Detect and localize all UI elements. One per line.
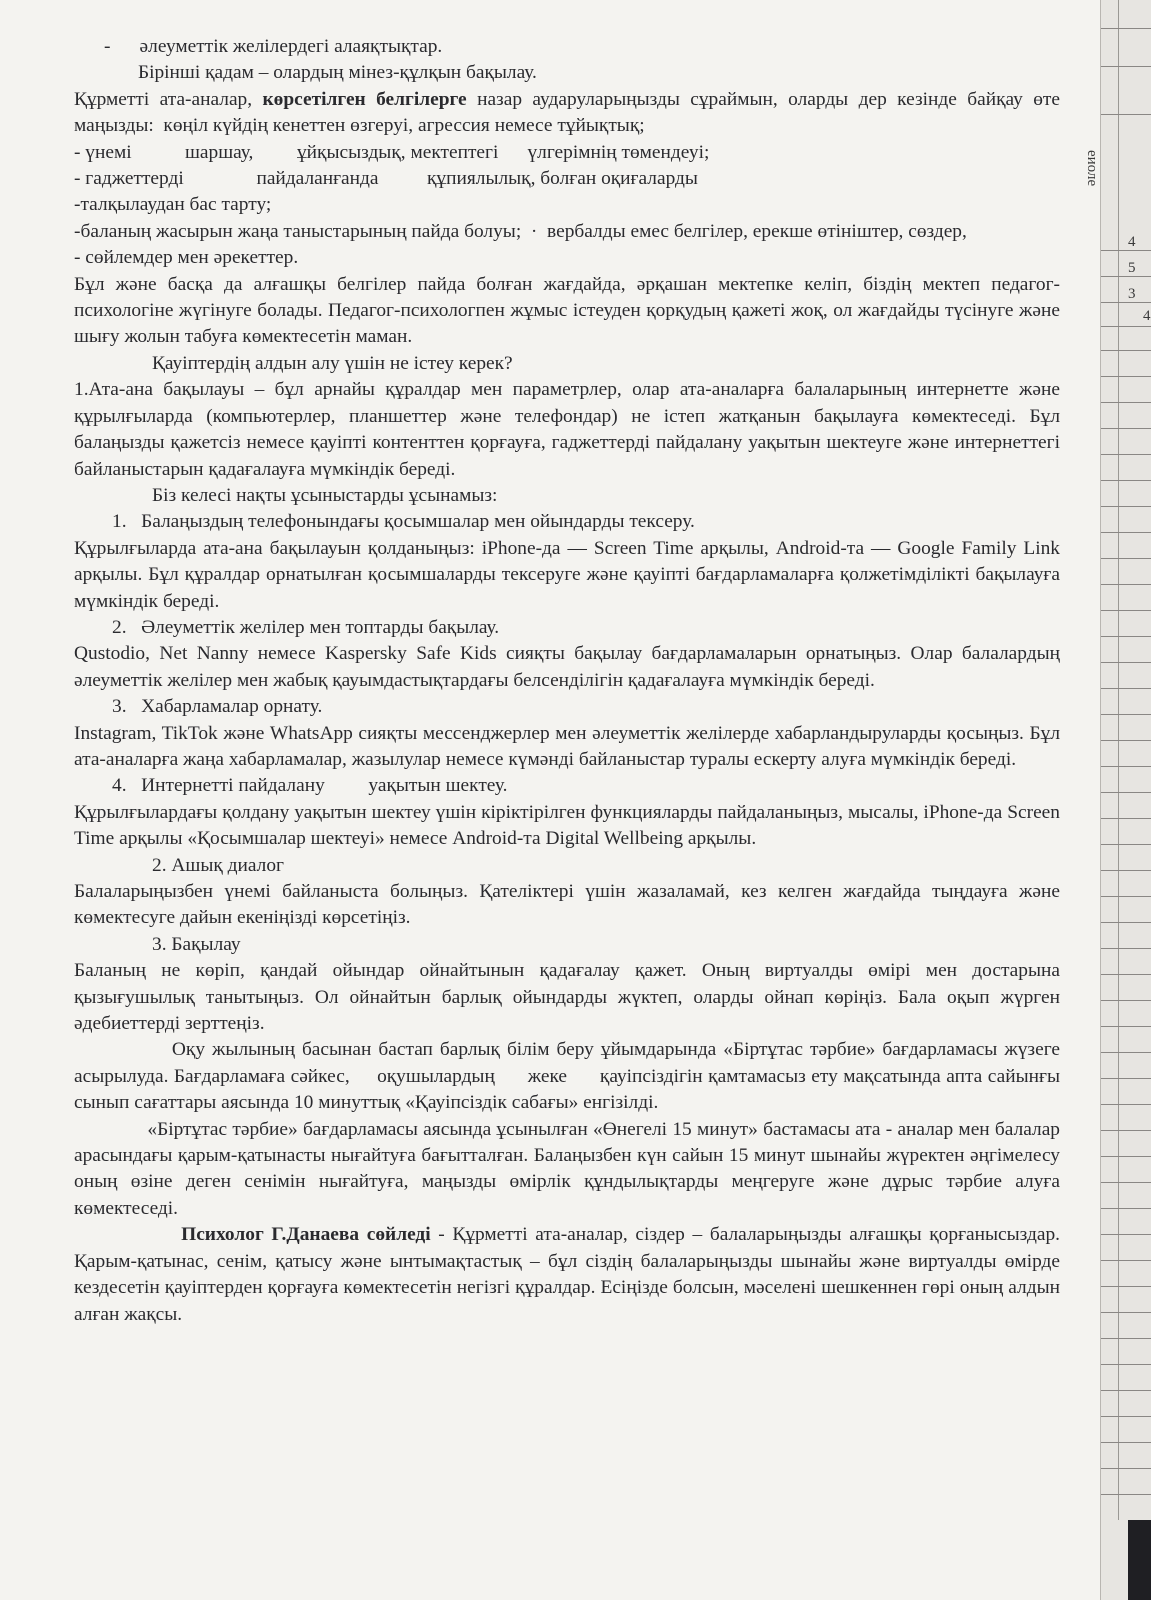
- text-line: 3. Бақылау: [152, 933, 241, 955]
- text-line: Құрылғыларда ата-ана бақылауын қолданыңыз: iPhone-да — Screen Time арқылы, Android-та — Google Family Link арқылы. Бұл құралдар орнатылған қосымшаларды тексеруге және қауіпті бағдарламаларға қолжетімділікті бақылауға мүмкіндік береді.: [74, 537, 1065, 612]
- underlying-rule-line: [1101, 1182, 1151, 1183]
- underlying-rule-line: [1101, 610, 1151, 611]
- bold-phrase: Психолог Г.Данаева сөйледі: [181, 1224, 431, 1246]
- underlying-rule-line: [1101, 1494, 1151, 1495]
- underlying-number: 4: [1143, 308, 1151, 324]
- underlying-rule-line: [1101, 428, 1151, 429]
- underlying-rule-line: [1101, 974, 1151, 975]
- underlying-rule-line: [1101, 480, 1151, 481]
- dark-background-corner: [1128, 1520, 1151, 1600]
- text-line: - үнемі шаршау, ұйқысыздық, мектептегі үлгерімнің төмендеуі;: [74, 141, 710, 163]
- text-line: 1. Балаңыздың телефонындағы қосымшалар мен ойындарды тексеру.: [112, 511, 695, 533]
- underlying-rule-line: [1101, 326, 1151, 327]
- underlying-rule-line: [1101, 662, 1151, 663]
- text-line: 2. Әлеуметтік желілер мен топтарды бақылау.: [112, 616, 500, 638]
- underlying-rule-line: [1101, 1208, 1151, 1209]
- underlying-rule-line: [1101, 66, 1151, 67]
- text-line: 2. Ашық диалог: [152, 854, 284, 876]
- underlying-rule-line: [1101, 1104, 1151, 1105]
- underlying-rule-line: [1101, 844, 1151, 845]
- text-line: Qustodio, Net Nanny немесе Kaspersky Safe Kids сияқты бақылау бағдарламаларын орнатыңыз. Олар балалардың әлеуметтік желілер мен жабық қауымдастықтардағы белсенділігін қадағалауға мүмкіндік береді.: [74, 643, 1065, 691]
- text-line: 4. Интернетті пайдалану уақытын шектеу.: [112, 775, 508, 797]
- underlying-rule-line: [1101, 1052, 1151, 1053]
- underlying-rule-line: [1101, 922, 1151, 923]
- text-line: 3. Хабарламалар орнату.: [112, 696, 323, 718]
- underlying-rule-line: [1101, 1078, 1151, 1079]
- underlying-rule-line: [1101, 584, 1151, 585]
- text-line: Біз келесі нақты ұсыныстарды ұсынамыз:: [152, 484, 498, 506]
- underlying-rule-line: [1101, 896, 1151, 897]
- underlying-rule-line: [1101, 870, 1151, 871]
- text-line: Қауіптердің алдын алу үшін не істеу керек?: [152, 352, 513, 374]
- text-line: Құрметті ата-аналар, көрсетілген белгілерге назар аударуларыңызды сұраймын, оларды дер кезінде байқау өте маңызды: көңіл күйдің кенеттен өзгеруі, агрессия немесе тұйықтық;: [74, 88, 1065, 137]
- underlying-rule-line: [1101, 114, 1151, 115]
- underlying-rule-line: [1101, 1234, 1151, 1235]
- underlying-rule-line: [1101, 636, 1151, 637]
- text-line: Балаларыңызбен үнемі байланыста болыңыз. Қателіктері үшін жазаламай, кез келген жағдайда тыңдауға және көмектесуге дайын екеніңізді көрсетіңіз.: [74, 881, 1065, 929]
- underlying-rule-line: [1101, 1156, 1151, 1157]
- underlying-rule-line: [1101, 1468, 1151, 1469]
- underlying-rule-line: [1101, 714, 1151, 715]
- underlying-rule-line: [1101, 1026, 1151, 1027]
- text-line: Оқу жылының басынан бастап барлық білім беру ұйымдарында «Біртұтас тәрбие» бағдарламасы жүзеге асырылуда. Бағдарламаға сәйкес, оқушылардың жеке қауіпсіздігін қамтамасыз ету мақсатында апта сайынғы сынып сағаттары аясында 10 минуттық «Қауіпсіздік сабағы» енгізілді.: [74, 1039, 1065, 1114]
- underlying-rule-line: [1101, 276, 1151, 277]
- text-line: Баланың не көріп, қандай ойындар ойнайтынын қадағалау қажет. Оның виртуалды өмірі мен достарына қызығушылық танытыңыз. Ол ойнайтын барлық ойындарды жүктеп, оларды ойнап көріңіз. Бала оқып жүрген әдебиеттерді зерттеңіз.: [74, 960, 1065, 1035]
- underlying-rule-line: [1101, 506, 1151, 507]
- document-body: [74, 34, 1065, 1328]
- underlying-rule-line: [1101, 948, 1151, 949]
- underlying-rule-line: [1101, 1442, 1151, 1443]
- underlying-rule-line: [1101, 454, 1151, 455]
- text-line: -талқылаудан бас тарту;: [74, 194, 272, 216]
- underlying-rule-line: [1101, 402, 1151, 403]
- underlying-sheet-rule: [1118, 0, 1119, 1520]
- underlying-rule-line: [1101, 558, 1151, 559]
- underlying-rule-line: [1101, 1286, 1151, 1287]
- bold-phrase: көрсетілген белгілерге: [262, 88, 467, 110]
- text-line: - әлеуметтік желілердегі алаяқтықтар.: [104, 36, 443, 57]
- underlying-rule-line: [1101, 740, 1151, 741]
- text-line: - гаджеттерді пайдаланғанда құпиялылық, болған оқиғаларды: [74, 168, 698, 190]
- underlying-rule-line: [1101, 1312, 1151, 1313]
- underlying-rule-line: [1101, 1000, 1151, 1001]
- underlying-rule-line: [1101, 1416, 1151, 1417]
- underlying-rule-line: [1101, 302, 1151, 303]
- underlying-rotated-text: еиоле: [1084, 150, 1100, 187]
- text-line: -баланың жасырын жаңа таныстарының пайда болуы; · вербалды емес белгілер, ерекше өтініштер, сөздер,: [74, 220, 967, 242]
- underlying-rule-line: [1101, 376, 1151, 377]
- text-line: Психолог Г.Данаева сөйледі - Құрметті ата-аналар, сіздер – балаларыңызды алғашқы қорғаныcыздар. Қарым-қатынас, сенім, қатысу және ынтымақтастық – бұл сіздің балаларыңызды шынайы және виртуалды өмірде кездесетін қауіптерден қорғауға көмектесетін негізгі құралдар. Есіңізде болсын, мәселені шешкеннен гөрі оның алдын алған жақсы.: [74, 1224, 1065, 1325]
- underlying-rule-line: [1101, 28, 1151, 29]
- underlying-rule-line: [1101, 792, 1151, 793]
- underlying-rule-line: [1101, 350, 1151, 351]
- underlying-rule-line: [1101, 1364, 1151, 1365]
- underlying-rule-line: [1101, 1338, 1151, 1339]
- underlying-rule-line: [1101, 1390, 1151, 1391]
- underlying-rule-line: [1101, 250, 1151, 251]
- text-line: - сөйлемдер мен әрекеттер.: [74, 247, 299, 269]
- underlying-rule-line: [1101, 766, 1151, 767]
- underlying-sheet-edge: [1100, 0, 1151, 1600]
- text-line: «Біртұтас тәрбие» бағдарламасы аясында ұсынылған «Өнегелі 15 минут» бастамасы ата - аналар мен балалар арасындағы қарым-қатынасты нығайтуға бағытталған. Балаңызбен күн сайын 15 минут шынайы жүректен әңгімелесу оның өзіне деген сенімін нығайтуға, маңызды өмірлік құндылықтарды меңгеруге және дұрыс тәрбие алуға көмектеседі.: [74, 1118, 1065, 1219]
- underlying-rule-line: [1101, 1260, 1151, 1261]
- underlying-rule-line: [1101, 532, 1151, 533]
- underlying-number: 3: [1128, 286, 1136, 302]
- text-line: Бірінші қадам – олардың мінез-құлқын бақылау.: [104, 62, 537, 84]
- text-line: 1.Ата-ана бақылауы – бұл арнайы құралдар мен параметрлер, олар ата-аналарға балаларының интернетте және құрылғыларда (компьютерлер, планшеттер және телефондар) не істеп жатқанын бақылауға көмектеседі. Бұл балаңызды қажетсіз немесе қауіпті контенттен қорғауға, гаджеттерді пайдалану уақытын шектеуге және интернеттегі байланыстарын қадағалауға мүмкіндік береді.: [74, 379, 1065, 480]
- text-line: Бұл және басқа да алғашқы белгілер пайда болған жағдайда, әрқашан мектепке келіп, біздің мектеп педагог-психологіне жүгінуге болады. Педагог-психологпен жұмыс істеуден қорқудың қажеті жоқ, ол жағдайды түсінуге және шығу жолын табуға көмектесетін маман.: [74, 273, 1065, 348]
- text-line: Instagram, TikTok және WhatsApp сияқты мессенджерлер мен әлеуметтік желілерде хабарландыруларды қосыңыз. Бұл ата-аналарға жаңа хабарламалар, жазылулар немесе күмәнді байланыстар туралы ескерту алуға мүмкіндік береді.: [74, 722, 1065, 770]
- underlying-rule-line: [1101, 1130, 1151, 1131]
- underlying-rule-line: [1101, 688, 1151, 689]
- underlying-number: 5: [1128, 260, 1136, 276]
- underlying-number: 4: [1128, 234, 1136, 250]
- text-line: Құрылғылардағы қолдану уақытын шектеу үшін кіріктірілген функцияларды пайдаланыңыз, мысалы, iPhone-да Screen Time арқылы «Қосымшалар шектеуі» немесе Android-та Digital Wellbeing арқылы.: [74, 801, 1065, 850]
- underlying-rule-line: [1101, 818, 1151, 819]
